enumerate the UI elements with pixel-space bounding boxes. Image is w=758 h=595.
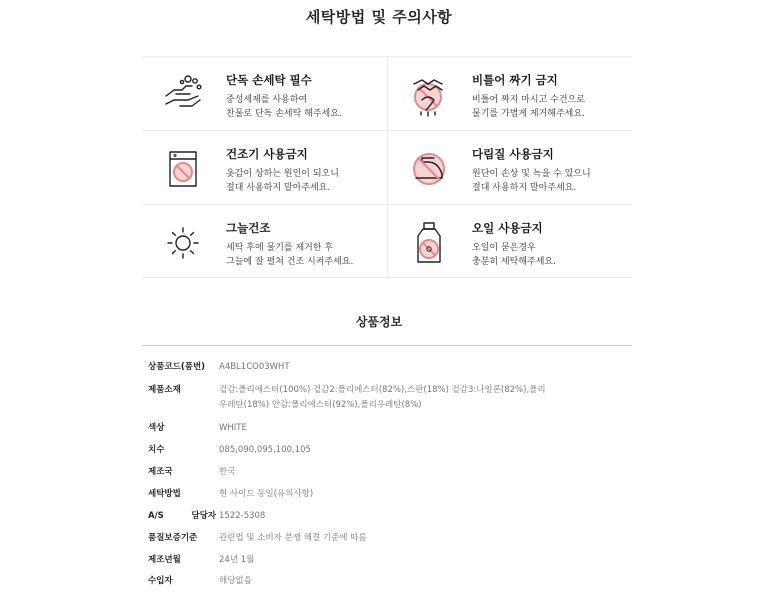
no-iron-icon [404, 144, 454, 194]
care-item-title: 비틀어 짜기 금지 [472, 73, 558, 87]
care-item-shade-dry [142, 204, 387, 278]
info-divider [142, 345, 632, 346]
info-label: 세탁방법 [148, 489, 181, 499]
hand-wash-icon [158, 70, 208, 120]
info-value: 겉감:폴리에스터(100%) 겉감2:폴리에스터(82%),스판(18%) 겉감3:나일론(82%),폴리우레탄(18%) 안감:폴리에스터(92%),폴리우레탄(8%) [219, 385, 546, 410]
care-grid [142, 56, 632, 278]
care-item-title: 단독 손세탁 필수 [226, 73, 312, 87]
info-value: A4BL1CO03WHT [219, 362, 290, 372]
info-value: 085,090,095,100,105 [219, 445, 311, 455]
care-title: 세탁방법 및 주의사항 [305, 8, 453, 26]
care-item-desc: 옷감이 상하는 원인이 되오니 절대 사용하지 말아주세요. [226, 169, 339, 193]
info-label: 치수 [148, 445, 165, 455]
info-value: 1522-5308 [219, 511, 266, 521]
info-label: 제품소재 [148, 385, 181, 395]
care-item-desc: 중성세제를 사용하여 찬물로 단독 손세탁 해주세요. [226, 95, 342, 119]
info-value: 24년 1월 [219, 555, 255, 565]
care-item-no-wring [387, 56, 632, 130]
shade-dry-icon [158, 218, 208, 268]
info-label: 품질보증기준 [148, 533, 198, 543]
care-item-desc: 오일이 묻은경우 충분히 세탁해주세요. [472, 243, 556, 267]
care-item-no-oil [387, 204, 632, 278]
info-label: 색상 [148, 423, 165, 433]
care-item-hand-wash [142, 56, 387, 130]
info-label: A/S 담당자 [148, 511, 216, 521]
care-item-desc: 세탁 후에 물기를 제거한 후 그늘에 잘 펼쳐 건조 시켜주세요. [226, 243, 354, 267]
care-item-title: 그늘건조 [226, 221, 271, 235]
info-label: 상품코드(품번) [148, 362, 206, 372]
info-value: 현 사이드 동일(유의사항) [219, 489, 314, 499]
no-dryer-icon [158, 144, 208, 194]
care-item-desc: 비틀어 짜지 마시고 수건으로 물기를 가볍게 제거해주세요. [472, 95, 585, 119]
info-label: 수입자 [148, 576, 173, 586]
no-wring-icon [404, 70, 454, 120]
info-label: 제조년월 [148, 555, 181, 565]
care-item-title: 건조기 사용금지 [226, 147, 308, 161]
no-oil-icon [404, 218, 454, 268]
care-item-title: 오일 사용금지 [472, 221, 543, 235]
info-value: 해당없음 [219, 576, 252, 586]
care-item-no-iron [387, 130, 632, 204]
care-item-no-dryer [142, 130, 387, 204]
info-title: 상품정보 [355, 315, 403, 329]
info-value: WHITE [219, 423, 247, 433]
info-value: 관련법 및 소비자 분쟁 해결 기준에 따름 [219, 533, 367, 543]
info-value: 한국 [219, 467, 236, 477]
info-label: 제조국 [148, 467, 173, 477]
care-item-desc: 원단이 손상 및 녹을 수 있으니 절대 사용하지 말아주세요. [472, 169, 591, 193]
care-item-title: 다림질 사용금지 [472, 147, 554, 161]
